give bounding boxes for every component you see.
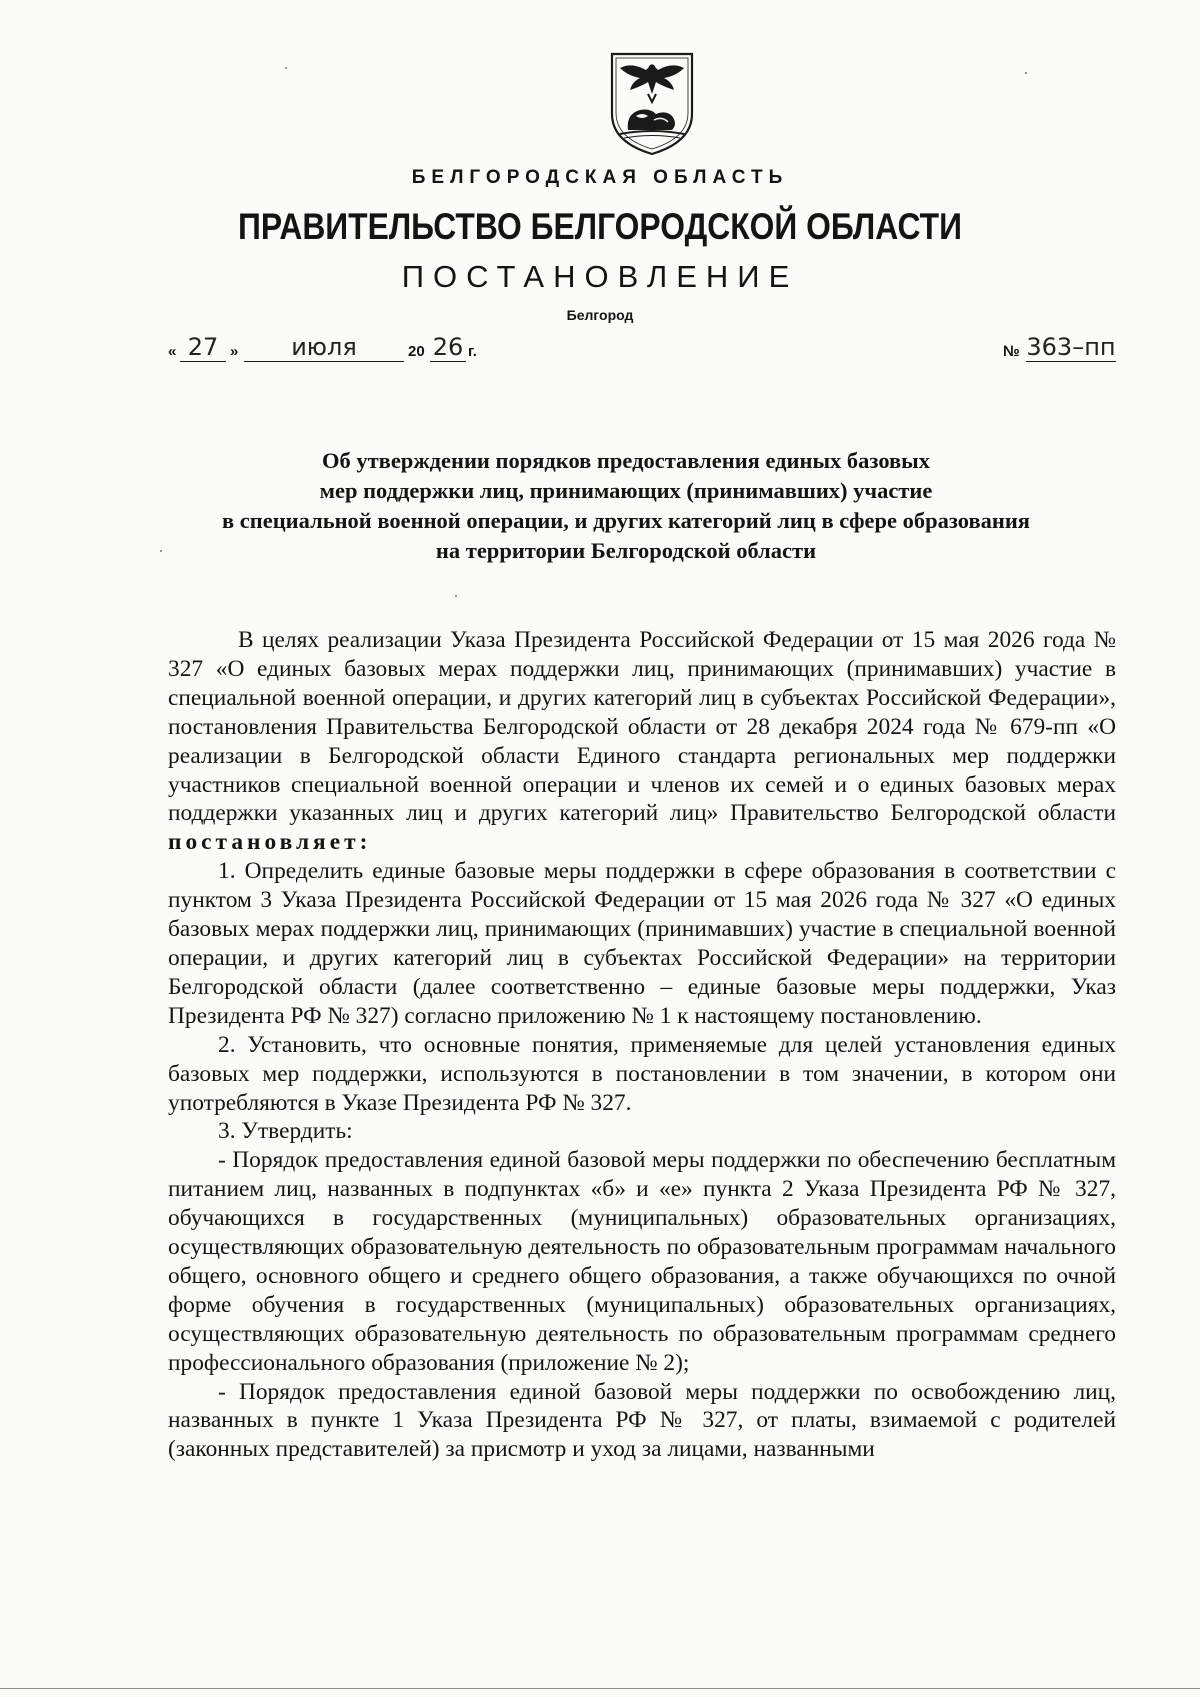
belgorod-coat-of-arms-icon (606, 50, 698, 158)
scan-speck (455, 595, 457, 597)
clause-3-item-1: - Порядок предоставления единой базовой меры поддержки по обеспечению бесплатным питанием лиц, названных в подпунктах «б» и «е» пункта 2 Указа Президента РФ № 327, обучающихся в государственных (муниципальных) образовательных организациях, осуществляющих образовательную деятельность по образовательным программам начального общего, основного общего и среднего общего образования, а также обучающихся по очной форме обучения в государственных (муниципальных) образовательных организациях, осуществляющих образовательную деятельность по образовательным программам среднего профессионального образования (приложение № 2); (168, 1147, 1116, 1376)
scan-speck (1025, 72, 1027, 74)
clause-3: 3. Утвердить: (218, 1118, 353, 1145)
date-day: 27 (180, 333, 226, 362)
date-year-prefix: 20 (408, 343, 425, 360)
scan-speck (160, 550, 162, 552)
title-line: мер поддержки лиц, принимающих (принимавших) участие (319, 478, 933, 503)
document-title (130, 446, 1122, 566)
resolve-keyword-text: постановляет: (168, 829, 372, 856)
region-name: БЕЛГОРОДСКАЯ ОБЛАСТЬ (411, 167, 789, 188)
resolve-keyword (168, 828, 1116, 857)
number-label: № (1003, 343, 1020, 360)
clause-3-item-2: - Порядок предоставления единой базовой меры поддержки по освобождению лиц, названных в пункте 1 Указа Президента РФ № 327, от платы, взимаемой с родителей (законных представителей) за присмотр и уход за лицами, названными (168, 1378, 1116, 1463)
clause-2: 2. Установить, что основные понятия, применяемые для целей установления единых базовых мер поддержки, используются в постановлении в том значении, в котором они употребляются в Указе Президента РФ № 327. (168, 1031, 1116, 1116)
date-open-quote: « (168, 343, 177, 360)
date-number-line (168, 328, 1116, 362)
clause-1: 1. Определить единые базовые меры поддержки в сфере образования в соответствии с пунктом 3 Указа Президента Российской Федерации от 15 мая 2026 года № 327 «О единых базовых мерах поддержки лиц, принимающих (принимавших) участие в специальной военной операции, и других категорий лиц в субъектах Российской Федерации» на территории Белгородской области (далее соответственно – единые базовые меры поддержки, Указ Президента РФ № 327) согласно приложению № 1 к настоящему постановлению. (168, 858, 1116, 1029)
government-title: ПРАВИТЕЛЬСТВО БЕЛГОРОДСКОЙ ОБЛАСТИ (238, 206, 962, 247)
document-type: ПОСТАНОВЛЕНИЕ (401, 259, 799, 294)
date-year-suffix: 26 (430, 333, 466, 362)
document-body (168, 626, 1116, 1464)
document-number: 363–пп (1026, 333, 1116, 361)
date-close-quote: » (230, 343, 239, 360)
scan-speck (285, 67, 287, 69)
city-name: Белгород (566, 307, 634, 323)
page-bottom-edge (0, 1688, 1200, 1689)
title-line: в специальной военной операции, и других категорий лиц в сфере образования (221, 508, 1030, 533)
date-year-unit: г. (468, 343, 477, 360)
title-line: Об утверждении порядков предоставления единых базовых (321, 448, 930, 473)
title-line: на территории Белгородской области (435, 538, 817, 563)
date-month: июля (244, 333, 404, 362)
preamble-paragraph: В целях реализации Указа Президента Российской Федерации от 15 мая 2026 года № 327 «О единых базовых мерах поддержки лиц, принимающих (принимавших) участие в специальной военной операции, и других категорий лиц в субъектах Российской Федерации», постановления Правительства Белгородской области от 28 декабря 2024 года № 679-пп «О реализации в Белгородской области Единого стандарта региональных мер поддержки участников специальной военной операции и членов их семей и о единых базовых мерах поддержки указанных лиц и других категорий лиц» Правительство Белгородской области (168, 627, 1116, 827)
